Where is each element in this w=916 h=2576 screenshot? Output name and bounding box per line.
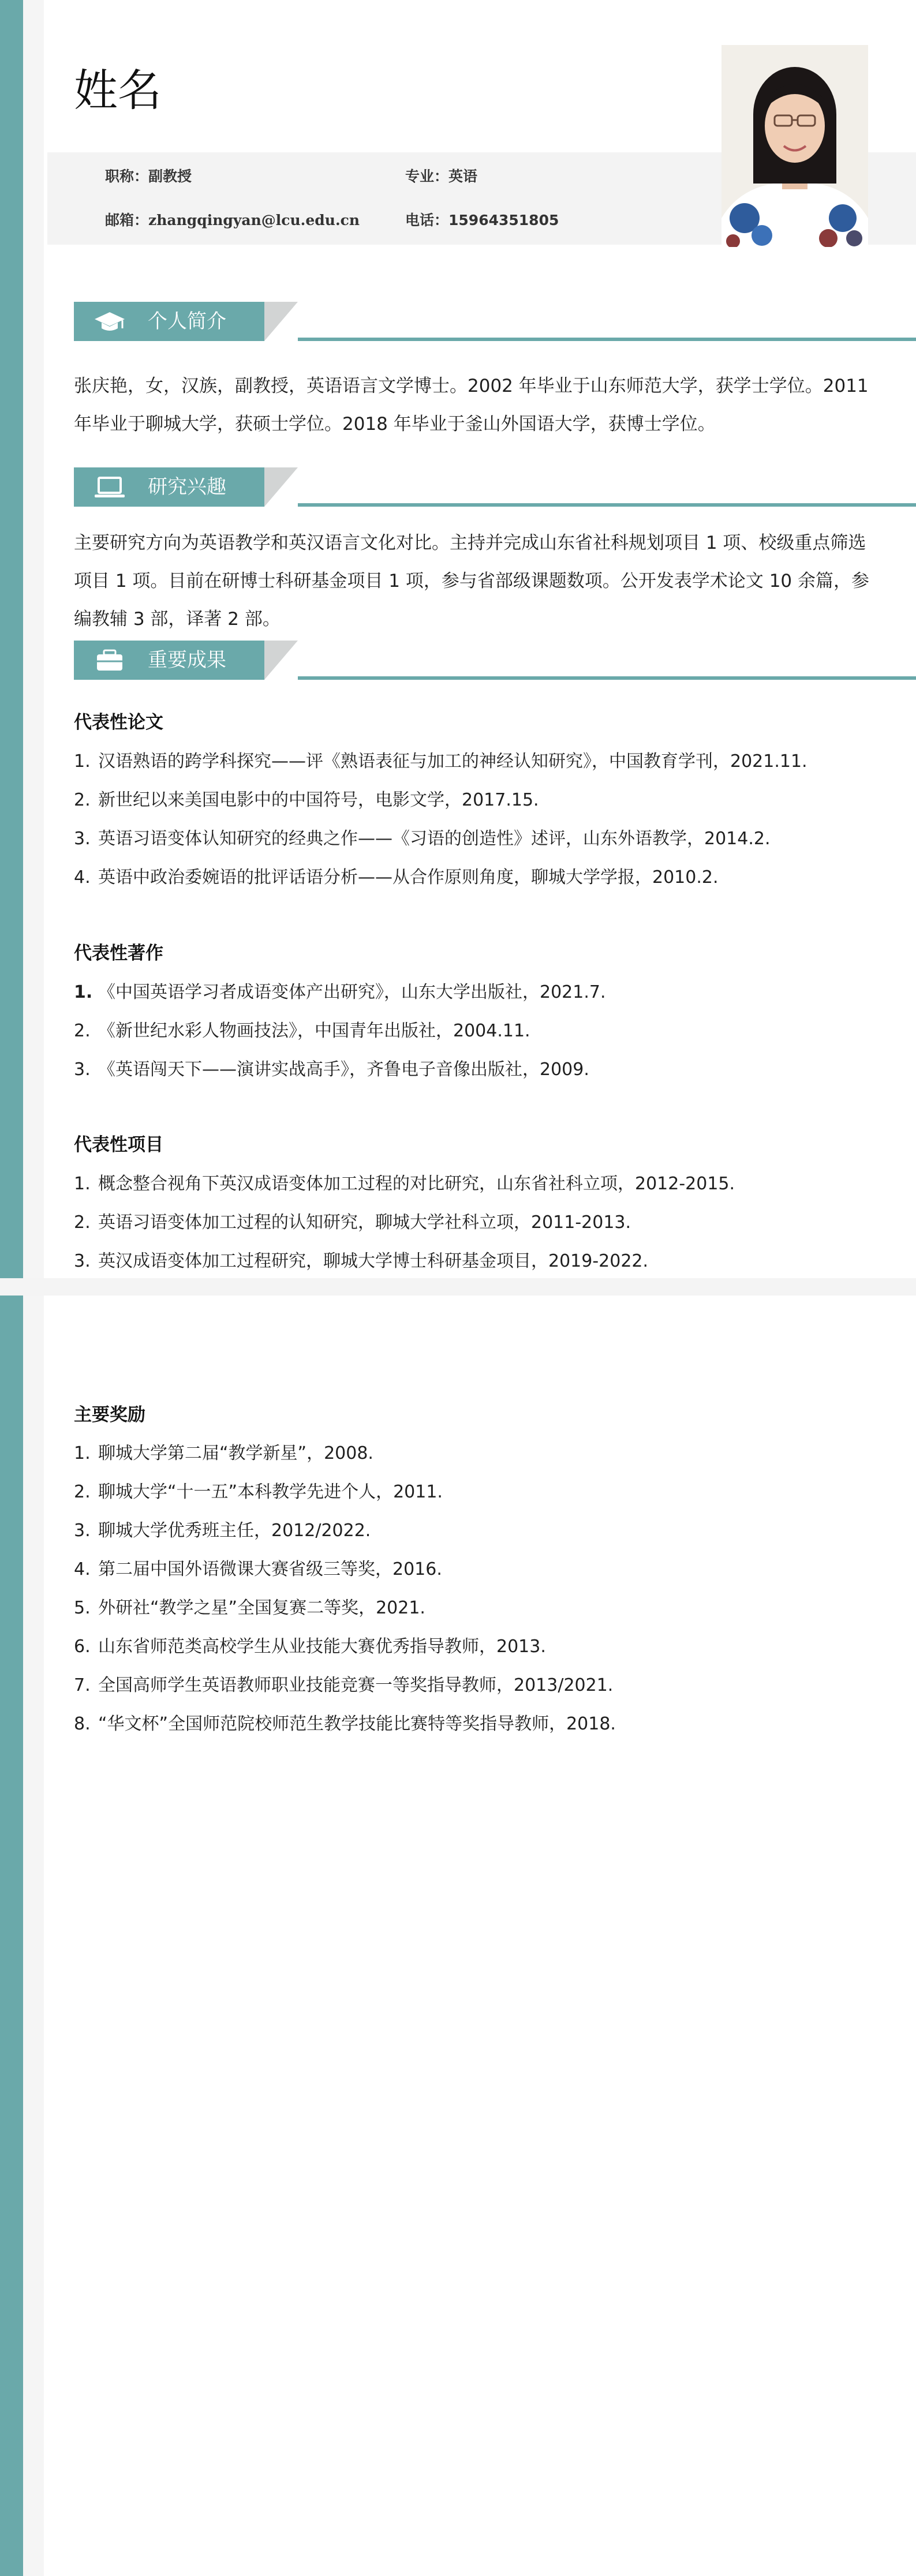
accent-side-bar <box>0 1296 23 2576</box>
awards-subtitle: 主要奖励 <box>74 1405 145 1425</box>
person-name: 姓名 <box>74 65 162 116</box>
list-item: 1. 聊城大学第二届“教学新星”，2008. <box>74 1443 373 1463</box>
list-item: 5. 外研社“教学之星”全国复赛二等奖，2021. <box>74 1598 425 1618</box>
list-item: 2. 新世纪以来美国电影中的中国符号，电影文学，2017.15. <box>74 790 539 810</box>
list-item: 1. 《中国英语学习者成语变体产出研究》，山东大学出版社，2021.7. <box>74 982 606 1002</box>
major-info: 专业：英语 <box>405 168 478 185</box>
list-item: 2. 《新世纪水彩人物画技法》，中国青年出版社，2004.11. <box>74 1021 530 1041</box>
graduation-cap-icon <box>94 310 126 334</box>
briefcase-icon <box>94 649 126 673</box>
phone-info: 电话：15964351805 <box>405 212 559 229</box>
section-title-achievements: 重要成果 <box>148 649 226 672</box>
list-item: 4. 英语中政治委婉语的批评话语分析——从合作原则角度，聊城大学学报，2010.2. <box>74 867 719 888</box>
papers-list <box>74 742 905 897</box>
title-info: 职称：副教授 <box>105 168 192 185</box>
resume-page-2 <box>0 1296 916 2576</box>
email-info: 邮箱：zhangqingyan@lcu.edu.cn <box>105 212 360 229</box>
section-header-intro <box>74 302 916 346</box>
resume-page-1 <box>0 0 916 1278</box>
list-item: 2. 聊城大学“十一五”本科教学先进个人，2011. <box>74 1482 443 1502</box>
projects-subtitle: 代表性项目 <box>74 1135 163 1155</box>
side-shade <box>23 0 44 1278</box>
section-title-research: 研究兴趣 <box>148 475 226 499</box>
research-paragraph: 主要研究方向为英语教学和英汉语言文化对比。主持并完成山东省社科规划项目 1 项、校级重点筛选 项目 1 项。目前在研博士科研基金项目 1 项，参与省部级课题数项。公开发表学术论文 10 余篇，参 编教辅 3 部，译著 2 部。 <box>74 533 870 630</box>
profile-photo <box>721 45 868 247</box>
list-item: 7. 全国高师学生英语教师职业技能竞赛一等奖指导教师，2013/2021. <box>74 1675 614 1695</box>
projects-list <box>74 1165 905 1278</box>
list-item: 3. 《英语闯天下——演讲实战高手》，齐鲁电子音像出版社，2009. <box>74 1059 589 1080</box>
section-header-achievements <box>74 641 916 684</box>
list-item: 2. 英语习语变体加工过程的认知研究，聊城大学社科立项，2011-2013. <box>74 1212 631 1233</box>
laptop-icon <box>94 475 126 500</box>
books-subtitle: 代表性著作 <box>74 943 163 964</box>
section-title-intro: 个人简介 <box>148 310 226 333</box>
accent-side-bar <box>0 0 23 1278</box>
list-item: 1. 汉语熟语的跨学科探究——评《熟语表征与加工的神经认知研究》，中国教育学刊，2021.11. <box>74 751 807 772</box>
section-header-research <box>74 467 916 511</box>
side-shade <box>23 1296 44 2576</box>
list-item: 6. 山东省师范类高校学生从业技能大赛优秀指导教师，2013. <box>74 1637 546 1657</box>
books-list <box>74 973 905 1089</box>
list-item: 3. 英汉成语变体加工过程研究，聊城大学博士科研基金项目，2019-2022. <box>74 1251 649 1271</box>
papers-subtitle: 代表性论文 <box>74 712 163 733</box>
awards-list <box>74 1434 905 1743</box>
list-item: 3. 英语习语变体认知研究的经典之作——《习语的创造性》述评，山东外语教学，2014.2. <box>74 829 771 849</box>
list-item: 1. 概念整合视角下英汉成语变体加工过程的对比研究，山东省社科立项，2012-2015. <box>74 1174 735 1194</box>
list-item: 4. 第二届中国外语微课大赛省级三等奖，2016. <box>74 1559 442 1579</box>
list-item: 8. “华文杯”全国师范院校师范生教学技能比赛特等奖指导教师，2018. <box>74 1714 616 1734</box>
intro-paragraph: 张庆艳，女，汉族，副教授，英语语言文学博士。2002 年毕业于山东师范大学，获学士学位。2011 年毕业于聊城大学，获硕士学位。2018 年毕业于釜山外国语大学，获博士学位。 <box>74 376 869 435</box>
list-item: 3. 聊城大学优秀班主任，2012/2022. <box>74 1521 371 1541</box>
